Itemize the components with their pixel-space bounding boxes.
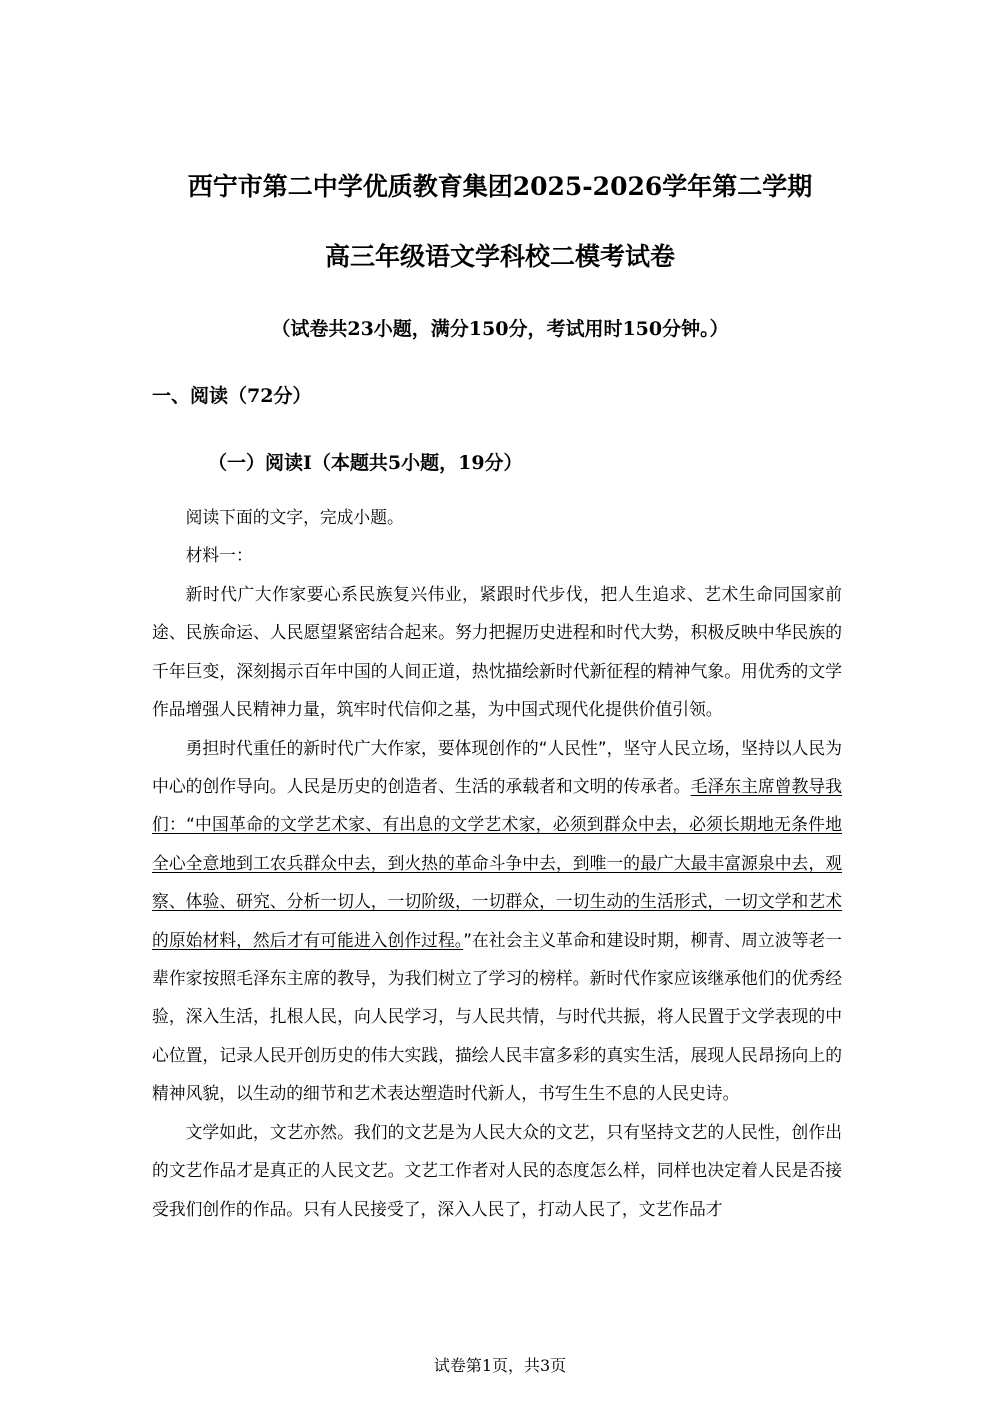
passage-paragraph-1: 新时代广大作家要心系民族复兴伟业，紧跟时代步伐，把人生追求、艺术生命同国家前途、民族命运、人民愿望紧密结合起来。努力把握历史进程和时代大势，积极反映中华民族的千年巨变，深刻揭示百年中国的人间正道，热忱描绘新时代新征程的精神气象。用优秀的文学作品增强人民精神力量，筑牢时代信仰之基，为中国式现代化提供价值引领。 bbox=[152, 584, 842, 720]
exam-note: （试卷共23小题，满分150分，考试用时150分钟。） bbox=[271, 318, 729, 340]
subsection-heading: （一）阅读Ⅰ（本题共5小题，19分） bbox=[208, 452, 523, 474]
section-heading: 一、阅读（72分） bbox=[152, 385, 312, 407]
exam-title-line-1: 西宁市第二中学优质教育集团2025-2026学年第二学期 bbox=[187, 172, 813, 201]
material-label: 材料一： bbox=[185, 545, 253, 566]
underlined-quotation: 毛泽东主席曾教导我们：“中国革命的文学艺术家、有出息的文学艺术家，必须到群众中去，必须长期地无条件地全心全意地到工农兵群众中去，到火热的革命斗争中去，到唯一的最广大最丰富源泉中去，观察、体验、研究、分析一切人，一切阶级，一切群众，一切生动的生活形式，一切文学和艺术的原始材料，然后才有可能进入创作过程。 bbox=[152, 776, 842, 950]
passage-paragraph-3: 文学如此，文艺亦然。我们的文艺是为人民大众的文艺，只有坚持文艺的人民性，创作出的文艺作品才是真正的人民文艺。文艺工作者对人民的态度怎么样，同样也决定着人民是否接受我们创作的作品。只有人民接受了，深入人民了，打动人民了，文艺作品才 bbox=[152, 1121, 842, 1219]
passage bbox=[152, 575, 842, 1228]
passage-paragraph-2 bbox=[152, 729, 842, 1113]
paragraph-2-text-start: 勇担时代重任的新时代广大作家，要体现创作的“人民性”，坚守人民立场，坚持以人民为中心的创作导向。人民是历史的创造者、生活的承载者和文明的传承者。 bbox=[152, 737, 842, 797]
exam-title-line-2: 高三年级语文学科校二模考试卷 bbox=[324, 242, 675, 271]
paragraph-2-text-end: ”在社会主义革命和建设时期，柳青、周立波等老一辈作家按照毛泽东主席的教导，为我们树立了学习的榜样。新时代作家应该继承他们的优秀经验，深入生活，扎根人民，向人民学习，与人民共情，与时代共振，将人民置于文学表现的中心位置，记录人民开创历史的伟大实践，描绘人民丰富多彩的真实生活，展现人民昂扬向上的精神风貌，以生动的细节和艺术表达塑造时代新人，书写生生不息的人民史诗。 bbox=[152, 929, 842, 1104]
instruction-line: 阅读下面的文字，完成小题。 bbox=[185, 507, 404, 527]
instructions bbox=[152, 498, 842, 575]
page-footer: 试卷第1页，共3页 bbox=[433, 1356, 567, 1375]
